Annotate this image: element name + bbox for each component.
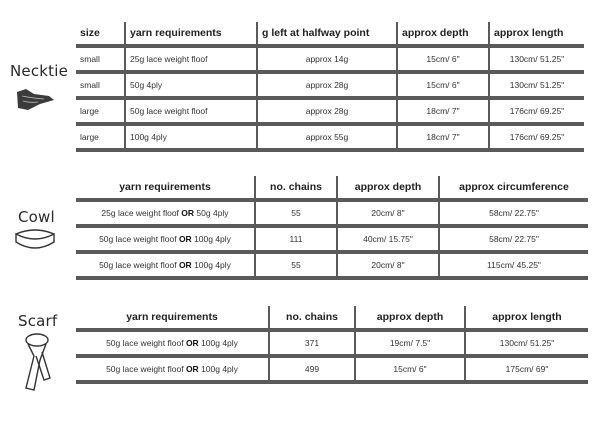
header-length: approx length [488, 22, 584, 48]
necktie-table [76, 22, 584, 152]
necktie-icon [14, 84, 56, 114]
cell-g-left: approx 28g [256, 100, 396, 126]
cowl-table [76, 176, 588, 280]
necktie-label: Necktie [10, 62, 69, 80]
cell-depth: 18cm/ 7" [396, 100, 488, 126]
table-row [76, 358, 588, 384]
cell-length: 176cm/ 69.25" [488, 126, 584, 152]
cowl-icon [12, 228, 58, 254]
cell-g-left: approx 14g [256, 48, 396, 74]
table-row [76, 332, 588, 358]
cell-yarn: 100g 4ply [124, 126, 256, 152]
cell-yarn: 25g lace weight floof OR 50g 4ply [76, 202, 254, 228]
cell-yarn: 50g lace weight floof OR 100g 4ply [76, 332, 268, 358]
table-row [76, 74, 584, 100]
header-length: approx length [464, 306, 588, 332]
cell-size: small [76, 74, 124, 100]
cell-length: 175cm/ 69" [464, 358, 588, 384]
cell-chains: 55 [254, 202, 336, 228]
cell-chains: 371 [268, 332, 354, 358]
cell-length: 130cm/ 51.25" [488, 48, 584, 74]
cell-size: small [76, 48, 124, 74]
header-depth: approx depth [336, 176, 438, 202]
header-yarn: yarn requirements [124, 22, 256, 48]
cell-chains: 499 [268, 358, 354, 384]
table-row [76, 126, 584, 152]
cell-yarn: 50g lace weight floof OR 100g 4ply [76, 358, 268, 384]
header-yarn: yarn requirements [76, 176, 254, 202]
header-chains: no. chains [268, 306, 354, 332]
table-row [76, 100, 584, 126]
cell-depth: 40cm/ 15.75" [336, 228, 438, 254]
scarf-icon [18, 330, 56, 392]
header-yarn: yarn requirements [76, 306, 268, 332]
header-circumference: approx circumference [438, 176, 588, 202]
header-g-left: g left at halfway point [256, 22, 396, 48]
header-chains: no. chains [254, 176, 336, 202]
cell-depth: 20cm/ 8" [336, 254, 438, 280]
table-row [76, 228, 588, 254]
header-size: size [76, 22, 124, 48]
cell-depth: 15cm/ 6" [396, 74, 488, 100]
cell-size: large [76, 100, 124, 126]
scarf-label: Scarf [18, 312, 58, 330]
cell-chains: 55 [254, 254, 336, 280]
cell-depth: 19cm/ 7.5" [354, 332, 464, 358]
header-depth: approx depth [396, 22, 488, 48]
cell-depth: 15cm/ 6" [354, 358, 464, 384]
cell-length: 176cm/ 69.25" [488, 100, 584, 126]
cowl-label: Cowl [18, 208, 55, 226]
cell-chains: 111 [254, 228, 336, 254]
cell-length: 130cm/ 51.25" [464, 332, 588, 358]
table-row [76, 202, 588, 228]
cell-circumference: 58cm/ 22.75" [438, 228, 588, 254]
cell-size: large [76, 126, 124, 152]
header-depth: approx depth [354, 306, 464, 332]
cell-yarn: 50g lace weight floof OR 100g 4ply [76, 254, 254, 280]
cell-yarn: 50g 4ply [124, 74, 256, 100]
cell-g-left: approx 55g [256, 126, 396, 152]
cell-depth: 18cm/ 7" [396, 126, 488, 152]
cell-depth: 20cm/ 8" [336, 202, 438, 228]
cell-length: 130cm/ 51.25" [488, 74, 584, 100]
scarf-table [76, 306, 588, 384]
cell-circumference: 115cm/ 45.25" [438, 254, 588, 280]
table-row [76, 254, 588, 280]
table-row [76, 48, 584, 74]
cell-yarn: 50g lace weight floof OR 100g 4ply [76, 228, 254, 254]
cell-g-left: approx 28g [256, 74, 396, 100]
cell-yarn: 25g lace weight floof [124, 48, 256, 74]
cell-circumference: 58cm/ 22.75" [438, 202, 588, 228]
cell-yarn: 50g lace weight floof [124, 100, 256, 126]
cell-depth: 15cm/ 6" [396, 48, 488, 74]
